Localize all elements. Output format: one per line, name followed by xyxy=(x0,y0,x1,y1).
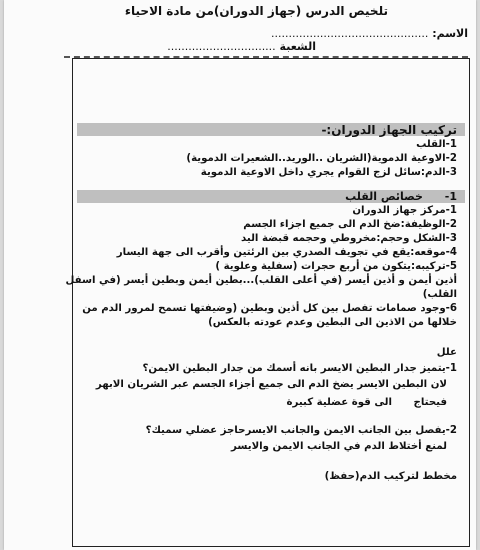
heart-item: 1-مركز جهاز الدوران xyxy=(352,205,457,216)
reasoning-question-2: 2-يفصل بين الجانب الايمن والجانب الايسرحاجز عضلي سميك؟ xyxy=(145,425,457,436)
answer-1-rest: الى قوة عضلية كبيرة xyxy=(286,397,392,408)
answer-1-word: فيحتاج xyxy=(413,397,447,408)
reasoning-answer-1: لان البطين الايسر يضخ الدم الى جميع أجزاء الجسم عبر الشريان الابهر xyxy=(95,379,447,390)
structure-item: 1-القلب xyxy=(416,139,457,150)
name-label: الاسم: xyxy=(432,27,468,40)
heart-item: أذين أيمن و أذين أيسر (في أعلى القلب)...بطين أيمن وبطين أيسر (في اسفل xyxy=(65,275,457,286)
heart-heading xyxy=(345,190,457,203)
content-frame xyxy=(65,58,470,547)
heart-item: 5-تركيبه:يتكون من أربع حجرات (سفلية وعلوية ) xyxy=(215,261,457,272)
name-blank: ............................................. xyxy=(270,27,429,40)
structure-item: 2-الاوعية الدموية(الشريان ..الوريد..الشعيرات الدموية) xyxy=(186,153,457,164)
heart-item: 3-الشكل وحجم:مخروطي وحجمه قبضة اليد xyxy=(241,233,457,244)
section-label: الشعبة xyxy=(279,40,316,53)
reasoning-answer-2: لمنع أختلاط الدم في الجانب الايمن والايسر xyxy=(231,441,447,452)
document-title: تلخيص الدرس (جهاز الدوران)من مادة الاحياء xyxy=(124,4,388,18)
document-page xyxy=(4,0,476,550)
structure-item: 3-الدم:سائل لزج القوام يجري داخل الاوعية الدموية xyxy=(200,167,457,178)
section-blank: ............................... xyxy=(167,40,276,53)
reasoning-question-1: 1-يتميز جدار البطين الايسر بانه أسمك من جدار البطين الايمن؟ xyxy=(142,363,457,374)
heart-heading-number: 1- xyxy=(444,190,457,203)
reasoning-answer-1-cont xyxy=(287,397,447,408)
heart-item: خلالها من الاذين الى البطين وعدم عودته بالعكس) xyxy=(208,317,457,328)
structure-heading: تركيب الجهاز الدوران:- xyxy=(321,123,457,137)
heart-item: 6-وجود صمامات تفصل بين كل أذين وبطين (وضيفتها تسمح لمرور الدم من xyxy=(82,303,457,314)
heart-heading-text: خصائص القلب xyxy=(345,190,423,203)
diagram-prompt: مخطط لتركيب الدم(حفظ) xyxy=(324,471,457,482)
heart-item: 4-موقعه:يقع في تجويف الصدري بين الرئتين وأقرب الى جهة اليسار xyxy=(116,247,457,258)
heart-item: 2-الوظيفة:ضخ الدم الى جميع اجزاء الجسم xyxy=(243,219,457,230)
reasoning-label: علل xyxy=(436,347,457,358)
name-field-row xyxy=(271,27,468,40)
section-field-row xyxy=(167,40,316,53)
heart-item: القلب) xyxy=(422,289,457,300)
